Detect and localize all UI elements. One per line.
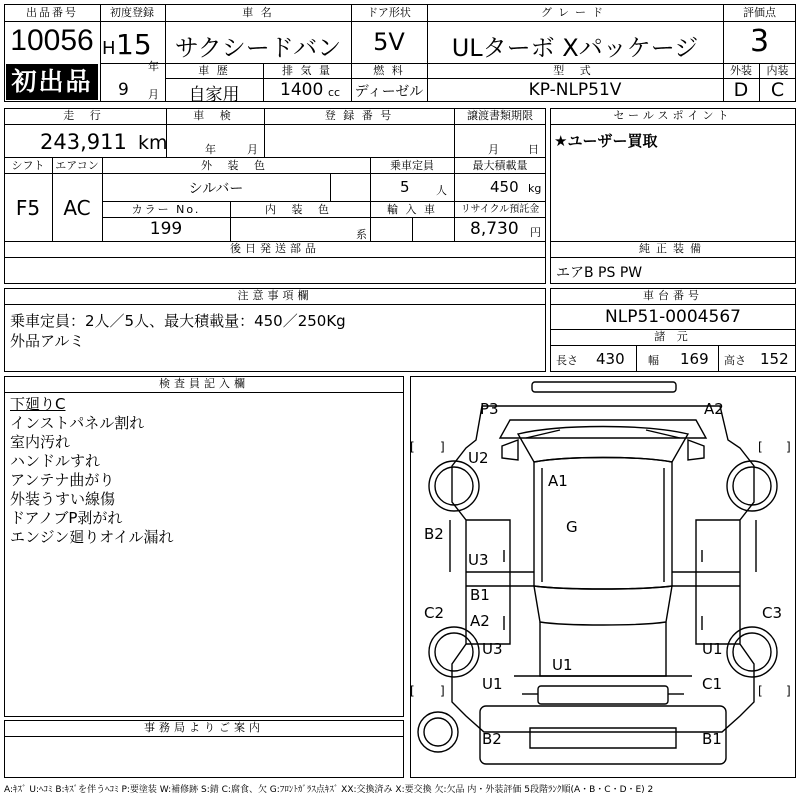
ext-color-label: 外 装 色	[201, 159, 271, 172]
caution-line-2: 外品アルミ	[10, 332, 85, 350]
reg-year: 15	[116, 28, 152, 61]
color-no: 199	[149, 219, 183, 239]
bracket-left-bottom-close: ]	[440, 684, 445, 698]
score-label: 評価点	[743, 6, 776, 19]
mileage-label: 走 行	[63, 109, 107, 122]
sales-label: セールスポイント	[613, 109, 733, 122]
bracket-left-top-close: ]	[440, 440, 445, 454]
damage-mark: A1	[548, 472, 568, 490]
lot-no-label: 出品番号	[26, 6, 78, 19]
damage-mark: U1	[482, 675, 503, 693]
genuine-equipment: エアB PS PW	[556, 265, 643, 281]
model: KP-NLP51V	[528, 80, 622, 100]
capacity-unit: 人	[436, 184, 447, 197]
shift-label: シフト	[11, 159, 45, 172]
bracket-right-top: [	[758, 440, 763, 454]
damage-mark: B1	[470, 586, 490, 604]
ext-grade: D	[733, 79, 749, 101]
int-color-label: 内 装 色	[265, 203, 335, 216]
damage-mark: U2	[468, 449, 489, 467]
import-label: 輸 入 車	[387, 203, 437, 216]
inspector-note: ドアノブP剥がれ	[10, 509, 123, 527]
first-reg-label: 初度登録	[110, 6, 154, 19]
capacity: 5	[400, 178, 410, 196]
capacity-label: 乗車定員	[390, 159, 434, 172]
max-load-label: 最大積載量	[472, 159, 528, 172]
history-label: 車 歴	[198, 64, 230, 77]
bracket-left-top: [	[410, 440, 415, 454]
km-unit: km	[138, 132, 168, 154]
inspector-note: インストパネル割れ	[10, 414, 145, 432]
model-label: 型 式	[553, 64, 597, 77]
chassis-number: NLP51-0004567	[605, 307, 741, 327]
transfer-day-unit: 日	[528, 143, 539, 156]
bracket-right-top-close: ]	[786, 440, 791, 454]
damage-mark: A2	[704, 400, 724, 418]
first-listing-badge: 初出品	[6, 64, 98, 100]
width: 169	[680, 350, 709, 368]
kei-unit: 系	[356, 228, 367, 241]
damage-mark: U3	[468, 551, 489, 569]
legend: A:ｷｽﾞ U:ﾍｺﾐ B:ｷｽﾞを伴うﾍｺﾐ P:要塗装 W:補修跡 S:錆 C:腐食、欠 G:ﾌﾛﾝﾄｶﾞﾗｽ点ｷｽﾞ XX:交換済み X:要交換 欠:欠品 内・外装評価 5段階ﾗﾝｸ順(A・B・C・D・E) 2	[4, 785, 654, 795]
kg-unit: kg	[528, 182, 542, 195]
grade-label: グレード	[541, 6, 609, 19]
damage-mark: G	[566, 518, 578, 536]
inspector-note: 室内汚れ	[10, 433, 71, 451]
height: 152	[760, 350, 789, 368]
damage-mark: C3	[762, 604, 783, 622]
width-label: 幅	[648, 354, 659, 367]
length: 430	[596, 350, 625, 368]
grade: ULターボ Xパッケージ	[451, 34, 699, 62]
door: 5V	[373, 28, 405, 56]
damage-mark: C1	[702, 675, 723, 693]
insp-year-unit: 年	[205, 143, 216, 156]
genuine-label: 純正装備	[639, 242, 707, 255]
lot-no: 10056	[10, 24, 94, 57]
mileage: 243,911	[40, 130, 127, 154]
reg-year-unit: 年	[148, 60, 159, 73]
yen-unit: 円	[530, 226, 541, 239]
fuel-label: 燃 料	[373, 64, 405, 77]
inspector-note: アンテナ曲がり	[10, 471, 115, 489]
transfer-month-unit: 月	[488, 143, 499, 156]
damage-mark: P3	[480, 400, 499, 418]
bracket-right-bottom: [	[758, 684, 763, 698]
inspector-notes	[10, 395, 174, 547]
door-label: ドア形状	[367, 6, 411, 19]
reg-month: 9	[118, 80, 129, 100]
office-label: 事務局よりご案内	[144, 721, 264, 734]
max-load: 450	[490, 178, 519, 196]
caution-line-1: 乗車定員：2人／5人、最大積載量：450／250Kg	[10, 312, 346, 330]
inspection-label: 車 検	[193, 109, 237, 122]
insp-month-unit: 月	[247, 143, 258, 156]
caution-label: 注意事項欄	[237, 289, 313, 302]
cc-unit: cc	[328, 86, 341, 99]
later-parts-label: 後日発送部品	[230, 242, 320, 255]
damage-mark: U1	[702, 640, 723, 658]
ac-label: エアコン	[55, 159, 99, 172]
score: 3	[749, 24, 770, 59]
damage-mark: U1	[552, 656, 573, 674]
ext-color: シルバー	[188, 181, 244, 197]
car-diagram	[410, 376, 796, 778]
damage-mark: A2	[470, 612, 490, 630]
history: 自家用	[188, 85, 240, 105]
displacement-label: 排 気 量	[282, 64, 332, 77]
era: H	[102, 38, 116, 59]
inspector-note: ハンドルすれ	[10, 452, 101, 470]
damage-mark: B1	[702, 730, 722, 748]
reg-month-unit: 月	[148, 88, 159, 101]
damage-mark: B2	[482, 730, 502, 748]
damage-mark: C2	[424, 604, 445, 622]
int-grade: C	[770, 79, 785, 101]
bracket-right-bottom-close: ]	[786, 684, 791, 698]
ext-label: 外装	[730, 64, 752, 77]
displacement: 1400	[280, 80, 324, 100]
inspector-label: 検査員記入欄	[159, 377, 249, 390]
transfer-label: 譲渡書類期限	[467, 109, 533, 122]
damage-mark: U3	[482, 640, 503, 658]
inspector-note: エンジン廻りオイル漏れ	[10, 528, 174, 546]
chassis-label: 車台番号	[643, 289, 703, 302]
car-name: サクシードバン	[174, 34, 342, 62]
car-name-label: 車 名	[242, 6, 274, 19]
color-no-label: カラー No.	[131, 203, 201, 216]
int-label: 内装	[766, 64, 789, 77]
damage-mark: B2	[424, 525, 444, 543]
shift: F5	[15, 196, 41, 220]
fuel: ディーゼル	[354, 84, 424, 100]
height-label: 高さ	[724, 354, 746, 367]
ac: AC	[63, 196, 91, 220]
bracket-left-bottom: [	[410, 684, 415, 698]
reg-no-label: 登 録 番 号	[324, 109, 394, 122]
spec-label: 諸 元	[654, 330, 692, 343]
length-label: 長さ	[556, 354, 578, 367]
recycle-label: リサイクル預託金	[460, 204, 540, 215]
inspector-note: 下廻りC	[10, 395, 66, 413]
sales-point: ★ユーザー買取	[554, 132, 658, 150]
recycle: 8,730	[470, 219, 519, 239]
inspector-note: 外装うすい線傷	[10, 490, 116, 508]
